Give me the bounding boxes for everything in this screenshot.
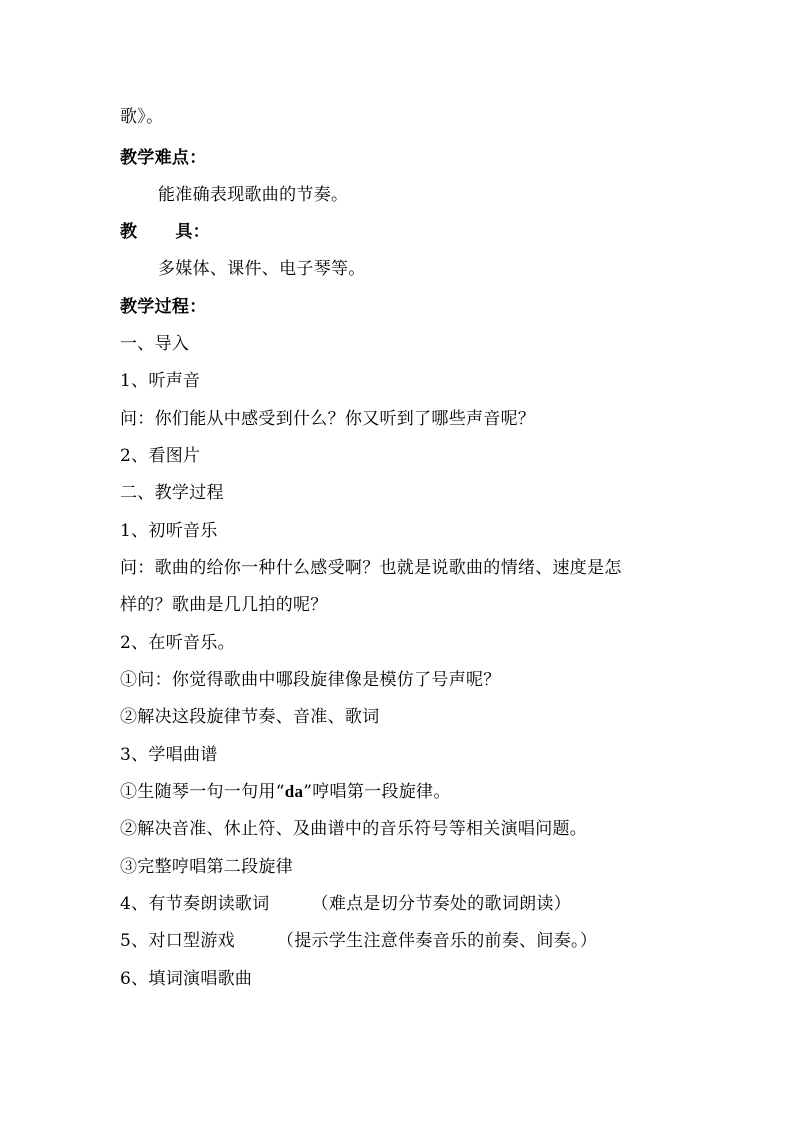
sub-item-text: ②解决音准、休止符、及曲谱中的音乐符号等相关演唱问题。 — [120, 819, 588, 839]
text-line — [120, 632, 235, 654]
heading-teaching-process — [120, 296, 207, 318]
sub-item-text: ②解决这段旋律节奏、音准、歌词 — [120, 707, 380, 727]
text-line — [158, 184, 348, 206]
list-item-title: 2、在听音乐。 — [120, 633, 235, 653]
heading-text: 教学难点： — [120, 148, 207, 168]
note-text: （难点是切分节奏处的歌词朗读） — [311, 894, 572, 914]
paragraph-text: 能准确表现歌曲的节奏。 — [158, 185, 349, 205]
text-line — [120, 968, 252, 990]
list-item-title: 1、听声音 — [120, 371, 201, 391]
heading-text: 具： — [175, 222, 210, 242]
text-line — [120, 706, 380, 728]
text-line — [120, 482, 224, 504]
text-line — [120, 893, 571, 915]
text-line — [120, 669, 501, 691]
section-title: 一、导入 — [120, 334, 190, 354]
text-line — [120, 370, 200, 392]
sub-item-text: ①问：你觉得歌曲中哪段旋律像是模仿了号声呢？ — [120, 670, 501, 690]
text-line — [120, 106, 163, 128]
list-item-title: 5、对口型游戏 — [120, 931, 235, 951]
continued-title-fragment: 歌》。 — [120, 107, 164, 127]
text-line — [120, 781, 451, 803]
text-line — [120, 333, 189, 355]
sub-item-text: ①生随琴一句一句用“ — [120, 782, 285, 802]
text-line — [120, 408, 535, 430]
text-line — [120, 818, 587, 840]
heading-teaching-difficulty — [120, 147, 207, 169]
list-item-title: 6、填词演唱歌曲 — [120, 969, 253, 989]
paragraph-text: 样的？歌曲是几几拍的呢？ — [120, 595, 328, 615]
sub-item-text: ”哼唱第一段旋律。 — [303, 782, 451, 802]
paragraph-text: 多媒体、课件、电子琴等。 — [158, 259, 366, 279]
text-line — [120, 445, 200, 467]
note-text: （提示学生注意伴奏音乐的前奏、间奏。） — [276, 931, 598, 951]
paragraph-text: 问：你们能从中感受到什么？你又听到了哪些声音呢？ — [120, 409, 536, 429]
text-line — [120, 594, 328, 616]
heading-text: 教 — [120, 222, 138, 242]
sub-item-text: ③完整哼唱第二段旋律 — [120, 857, 293, 877]
list-item-title: 1、初听音乐 — [120, 521, 218, 541]
text-line — [120, 744, 218, 766]
text-line — [120, 856, 293, 878]
list-item-title: 4、有节奏朗读歌词 — [120, 894, 270, 914]
paragraph-text: 问：歌曲的给你一种什么感受啊？也就是说歌曲的情绪、速度是怎 — [120, 558, 622, 578]
list-item-title: 3、学唱曲谱 — [120, 745, 218, 765]
text-line — [120, 520, 218, 542]
list-item-title: 2、看图片 — [120, 446, 201, 466]
section-title: 二、教学过程 — [120, 483, 224, 503]
text-line — [158, 258, 366, 280]
heading-teaching-tools — [120, 221, 210, 243]
syllable-da: da — [284, 782, 304, 801]
heading-text: 教学过程： — [120, 297, 207, 317]
text-line — [120, 557, 622, 579]
text-line — [120, 930, 597, 952]
